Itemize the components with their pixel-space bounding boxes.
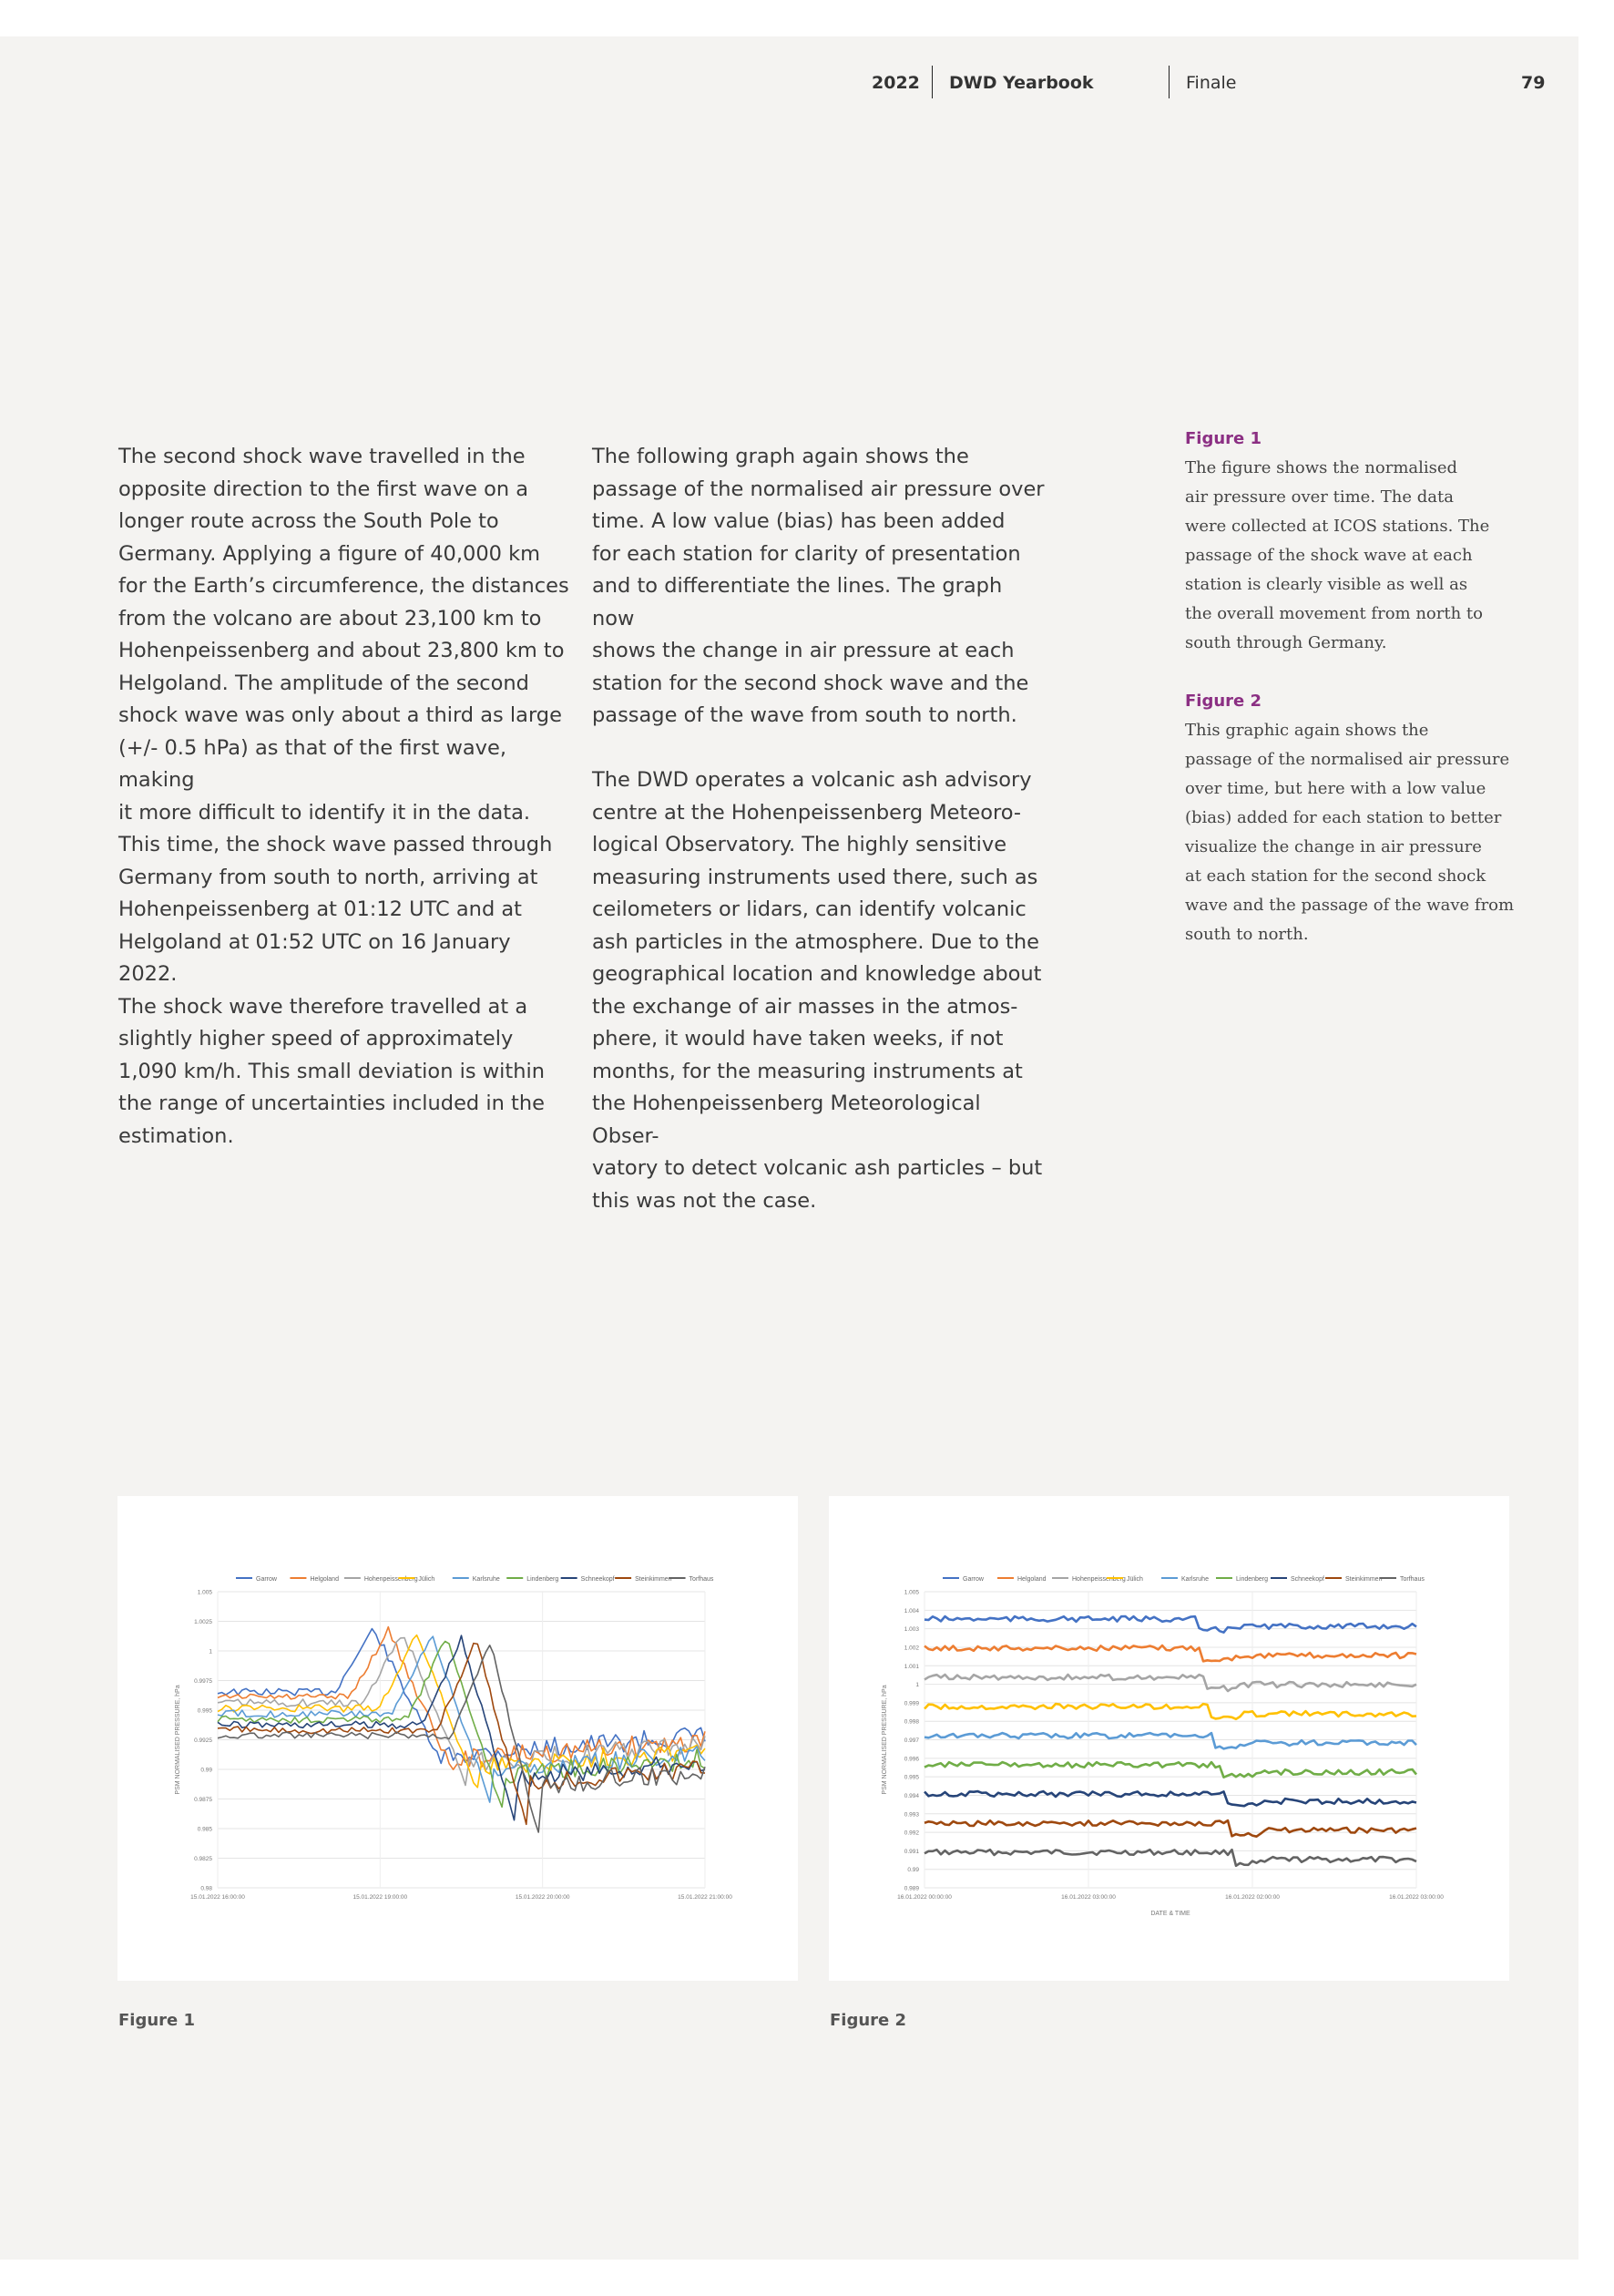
legend-label: Helgoland <box>310 1576 339 1583</box>
series-line-helgoland <box>924 1645 1416 1661</box>
legend-label: Helgoland <box>1017 1576 1047 1583</box>
body-column-2 <box>592 441 1047 1250</box>
legend-label: Schneekopf <box>1291 1576 1324 1583</box>
figure-caption: Figure 1 <box>118 2011 196 2030</box>
y-tick-label: 0.992 <box>904 1830 919 1837</box>
y-tick-label: 0.9825 <box>194 1856 212 1862</box>
legend-label: Steinkimmen <box>635 1576 672 1583</box>
y-tick-label: 0.997 <box>904 1737 919 1744</box>
x-tick-label: 15.01.2022 16:00:00 <box>190 1894 245 1901</box>
legend-label: Torfhaus <box>1400 1576 1425 1583</box>
sidebar-figure-1 <box>1185 425 1522 658</box>
y-tick-label: 0.989 <box>904 1885 919 1892</box>
figure-caption: Figure 2 <box>830 2011 907 2030</box>
series-line-steinkimmen <box>924 1820 1416 1837</box>
x-tick-label: 16.01.2022 02:00:00 <box>1225 1894 1280 1901</box>
y-tick-label: 0.985 <box>197 1826 212 1833</box>
legend-label: Lindenberg <box>1236 1576 1269 1583</box>
x-tick-label: 15.01.2022 19:00:00 <box>352 1894 408 1901</box>
legend-label: Jülich <box>1127 1576 1143 1583</box>
x-tick-label: 15.01.2022 21:00:00 <box>678 1894 732 1901</box>
x-tick-label: 16.01.2022 00:00:00 <box>897 1894 952 1901</box>
y-tick-label: 1 <box>915 1682 919 1689</box>
chart-legend <box>236 1576 714 1583</box>
y-tick-label: 1.003 <box>904 1626 919 1634</box>
y-tick-label: 0.995 <box>904 1774 919 1781</box>
y-tick-label: 0.999 <box>904 1700 919 1707</box>
y-axis-label: PSM NORMALISED PRESSURE, hPa <box>882 1685 888 1795</box>
y-tick-label: 0.993 <box>904 1811 919 1819</box>
y-axis-label: PSM NORMALISED PRESSURE, hPa <box>175 1685 181 1795</box>
y-tick-label: 0.98 <box>200 1885 212 1892</box>
paragraph: The following graph again shows the passage of the normalised air pressure over time. A low value (bias) has been added for each station for clarity of presentation and to differentiate the lines. The graph now shows the change in air pressure at each station for the second shock wave and the passage of the wave from south to north. <box>592 445 1045 727</box>
y-tick-label: 1 <box>209 1648 212 1655</box>
sidebar-figure-text: The figure shows the normalised air pressure over time. The data were collected at ICOS stations. The passage of the shock wave at each station is clearly visible as well as the overall movement from north to south through Germany. <box>1185 458 1490 652</box>
sidebar-figure-2 <box>1185 687 1522 949</box>
y-tick-label: 1.002 <box>904 1645 919 1652</box>
paragraph: The second shock wave travelled in the opposite direction to the first wave on a longer route across the South Pole to Germany. Applying a figure of 40,000 km for the Earth’s circumference, the distances from the volcano are about 23,100 km to Hohenpeissenberg and about 23,800 km to Helgoland. The amplitude of the second shock wave was only about a third as large (+/- 0.5 hPa) as that of the first wave, making it more difficult to identify it in the data. This time, the shock wave passed through Germany from south to north, arriving at Hohenpeissenberg at 01:12 UTC and at Helgoland at 01:52 UTC on 16 January 2022. The shock wave therefore travelled at a slightly higher speed of approximately 1,090 km/h. This small deviation is within the range of uncertainties included in the estimation. <box>118 445 569 1148</box>
header-section: Finale <box>1186 73 1237 93</box>
x-tick-label: 16.01.2022 03:00:00 <box>1061 1894 1116 1901</box>
sidebar-figure-text: This graphic again shows the passage of the normalised air pressure over time, but here with a low value (bias) added for each station to better visualize the change in air pressure at each station for the second shock wave and the passage of the wave from south to north. <box>1185 721 1515 944</box>
figure-2-chart <box>829 1496 1509 1981</box>
y-tick-label: 0.99 <box>907 1867 919 1874</box>
chart-svg <box>829 1496 1509 1981</box>
header-year: 2022 <box>872 73 920 93</box>
legend-label: Garrow <box>256 1576 277 1583</box>
y-tick-label: 0.996 <box>904 1756 919 1763</box>
series-line-torfhaus <box>924 1850 1416 1866</box>
series-line-garrow <box>924 1616 1416 1633</box>
y-tick-label: 1.0025 <box>194 1619 212 1625</box>
x-tick-label: 16.01.2022 03:00:00 <box>1389 1894 1444 1901</box>
y-tick-label: 1.005 <box>904 1589 919 1596</box>
y-tick-label: 1.005 <box>197 1589 212 1596</box>
page-number: 79 <box>1521 73 1546 93</box>
header-title: DWD Yearbook <box>949 73 1094 93</box>
legend-label: Lindenberg <box>526 1576 559 1583</box>
series-line-karlsruhe <box>924 1733 1416 1748</box>
y-tick-label: 0.991 <box>904 1848 919 1855</box>
legend-label: Garrow <box>963 1576 984 1583</box>
x-tick-label: 15.01.2022 20:00:00 <box>515 1894 570 1901</box>
chart-svg <box>117 1496 798 1981</box>
legend-label: Steinkimmen <box>1345 1576 1383 1583</box>
header-divider <box>932 66 933 98</box>
figure-1-chart <box>117 1496 798 1981</box>
series-line-schneekopf <box>924 1791 1416 1806</box>
sidebar-figure-title: Figure 1 <box>1185 429 1262 448</box>
paragraph: The DWD operates a volcanic ash advisory centre at the Hohenpeissenberg Meteoro- logical Observatory. The highly sensitive measuring instruments used there, such as ceilometers or lidars, can identify volcanic ash particles in the atmosphere. Due to the geographical location and knowledge about the exchange of air masses in the atmos- phere, it would have taken weeks, if not months, for the measuring instruments at the Hohenpeissenberg Meteorological Obser- vatory to detect volcanic ash particles – but this was not the case. <box>592 768 1043 1213</box>
legend-label: Hohenpeissenberg <box>363 1576 418 1583</box>
series-line-lindenberg <box>924 1762 1416 1778</box>
body-column-1 <box>118 441 574 1185</box>
legend-label: Karlsruhe <box>1181 1576 1209 1583</box>
y-tick-label: 0.9875 <box>194 1797 212 1803</box>
legend-label: Karlsruhe <box>472 1576 500 1583</box>
legend-label: Hohenpeissenberg <box>1072 1576 1126 1583</box>
legend-label: Schneekopf <box>580 1576 615 1583</box>
y-tick-label: 0.9975 <box>194 1678 212 1685</box>
y-tick-label: 0.998 <box>904 1718 919 1726</box>
series-line-hohenpeissenberg <box>924 1675 1416 1691</box>
legend-label: Jülich <box>418 1576 435 1583</box>
series-line-lindenberg <box>218 1642 705 1808</box>
x-axis-label: DATE & TIME <box>1150 1911 1190 1917</box>
y-tick-label: 0.994 <box>904 1792 919 1799</box>
y-tick-label: 0.995 <box>197 1707 212 1715</box>
series-line-karlsruhe <box>218 1636 705 1802</box>
sidebar-figure-title: Figure 2 <box>1185 692 1262 711</box>
legend-label: Torfhaus <box>689 1576 714 1583</box>
chart-legend <box>943 1576 1425 1583</box>
y-tick-label: 0.9925 <box>194 1737 212 1744</box>
series-line-garrow <box>218 1629 705 1764</box>
y-tick-label: 0.99 <box>200 1767 212 1774</box>
series-line-jlich <box>924 1704 1416 1719</box>
header-divider <box>1169 66 1170 98</box>
series-line-schneekopf <box>218 1635 705 1820</box>
y-tick-label: 1.001 <box>904 1663 919 1670</box>
y-tick-label: 1.004 <box>904 1607 919 1614</box>
